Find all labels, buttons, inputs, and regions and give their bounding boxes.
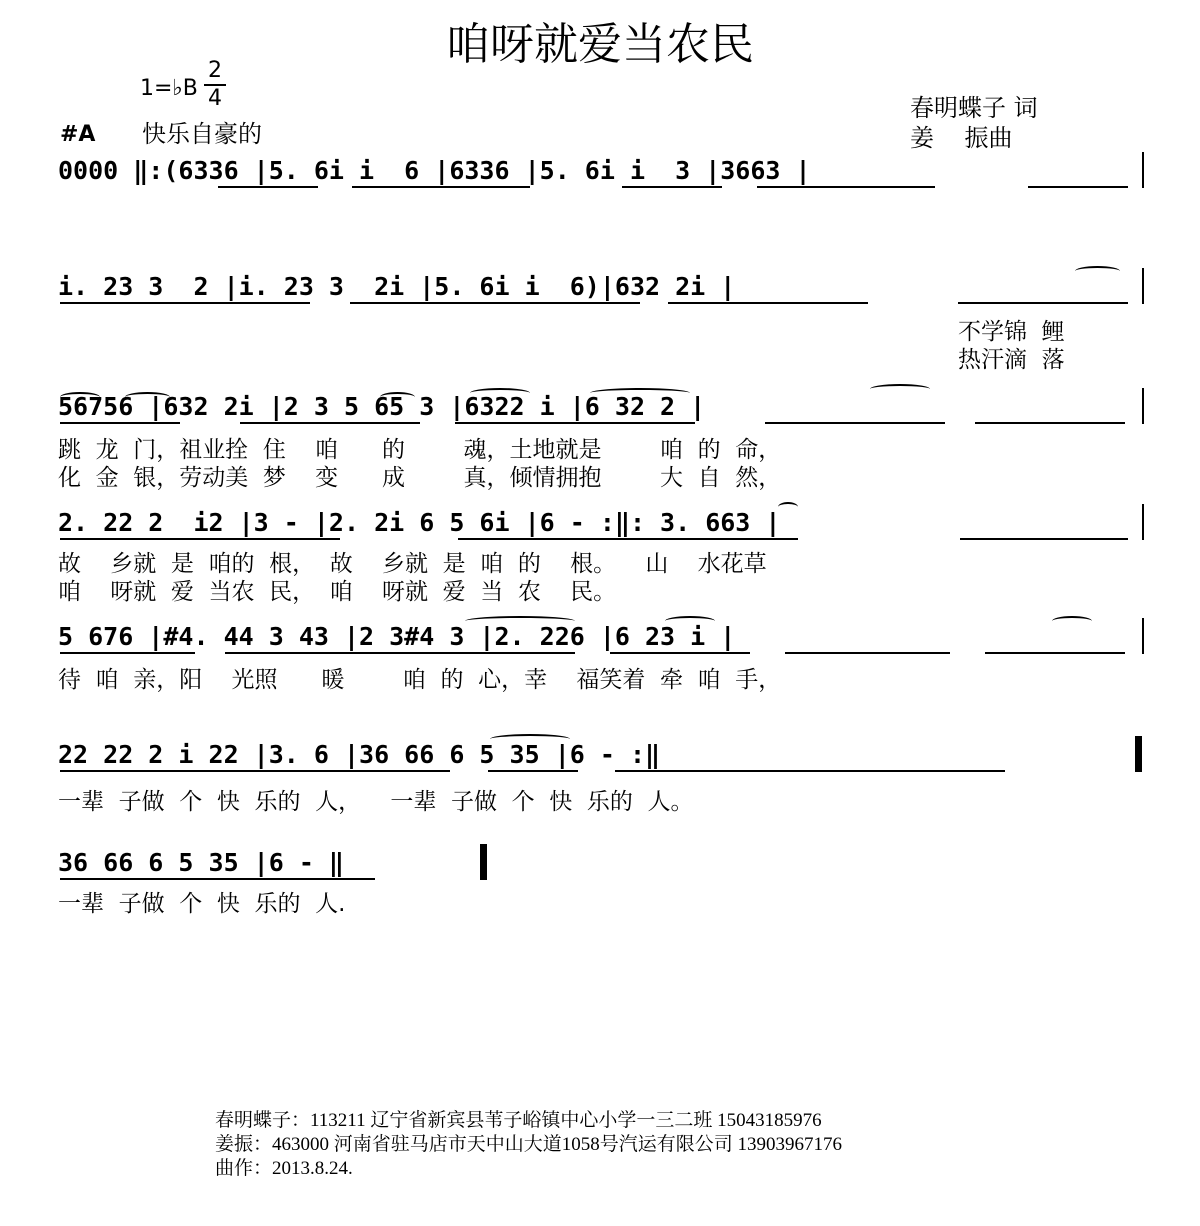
composer-credit: 姜 振曲 [910,124,1013,152]
bar-line [1142,388,1144,424]
beam [958,302,1128,304]
tie [380,392,415,402]
footer-line-2: 姜振：463000 河南省驻马店市天中山大道1058号汽运有限公司 13903967176 [215,1134,843,1155]
bar-line [1142,152,1144,188]
intro-lyric-verse2: 热汗滴 落 [958,347,1065,373]
beam [622,186,722,188]
beam [1028,186,1128,188]
beam [350,302,640,304]
footer-line-3: 曲作：2013.8.24. [215,1158,353,1179]
bar-line [1142,618,1144,654]
lyricist-credit: 春明蝶子 词 [910,94,1038,122]
beam [960,538,1128,540]
tie [1075,266,1120,276]
tie [470,388,530,398]
lyric-line5: 待 咱 亲，阳 光照 暖 咱 的 心，幸 福笑着 牵 咱 手， [58,667,782,693]
bar-line [1142,504,1144,540]
modulation-mark: #A [60,122,96,147]
footer-line-1: 春明蝶子：113211 辽宁省新宾县苇子峪镇中心小学一三二班 15043185976 [215,1110,822,1131]
time-signature-bottom: 4 [208,86,222,111]
beam [60,422,180,424]
key-signature: 1=♭B [140,76,198,101]
beam [455,422,695,424]
score-line-2: i. 23 3 2 |i. 23 3 2i |5. 6i i 6)|632 2i | [58,272,736,301]
beam [60,538,340,540]
beam [60,770,450,772]
intro-lyric-verse1: 不学锦 鲤 [958,319,1065,345]
song-title: 咱呀就爱当农民 [446,19,754,70]
beam [218,186,318,188]
score-line-5: 5 676 |#4. 44 3 43 |2 3#4 3 |2. 226 |6 23 i | [58,622,736,651]
lyric-line3-verse2: 化 金 银，劳动美 梦 变 成 真，倾情拥抱 大 自 然， [58,465,782,491]
tie [870,384,930,394]
expression-mark: 快乐自豪的 [142,120,262,148]
final-bar [1135,736,1142,772]
tie [465,616,575,626]
lyric-line6: 一辈 子做 个 快 乐的 人， 一辈 子做 个 快 乐的 人。 [58,789,694,815]
beam [975,422,1125,424]
beam [765,422,945,424]
tie [1052,616,1092,626]
tie [590,388,690,398]
score-line-4: 2. 22 2 i2 |3 - |2. 2i 6 5 6i |6 - :‖: 3. 663 | [58,508,781,537]
tie [490,734,570,744]
tie [665,616,715,626]
lyric-line3-verse1: 跳 龙 门，祖业拴 住 咱 的 魂，土地就是 咱 的 命， [58,437,782,463]
beam [985,652,1125,654]
beam [458,538,798,540]
tie [778,502,798,512]
beam [488,770,578,772]
score-line-1: 0000 ‖:(6336 |5. 6i i 6 |6336 |5. 6i i 3 |3663 | [58,156,811,185]
lyric-line7: 一辈 子做 个 快 乐的 人. [58,891,346,917]
beam [60,878,375,880]
score-line-3: 56756 |632 2i |2 3 5 65 3 |6322 i |6 32 2 | [58,392,706,421]
beam [610,652,750,654]
bar-line [1142,268,1144,304]
beam [352,186,530,188]
score-line-6: 22 22 2 i 22 |3. 6 |36 66 6 5 35 |6 - :‖ [58,740,661,769]
final-bar [480,844,487,880]
beam [225,652,575,654]
lyric-line4-verse1: 故 乡就 是 咱的 根， 故 乡就 是 咱 的 根。 山 水花草 [58,551,767,577]
beam [615,770,1005,772]
tie [125,392,170,402]
beam [757,186,935,188]
score-line-7: 36 66 6 5 35 |6 - ‖ [58,848,344,877]
lyric-line4-verse2: 咱 呀就 爱 当农 民， 咱 呀就 爱 当 农 民。 [58,579,617,605]
beam [60,302,310,304]
beam [668,302,868,304]
beam [240,422,420,424]
tie [60,392,100,402]
beam [60,652,195,654]
beam [785,652,950,654]
time-signature-top: 2 [208,58,222,83]
